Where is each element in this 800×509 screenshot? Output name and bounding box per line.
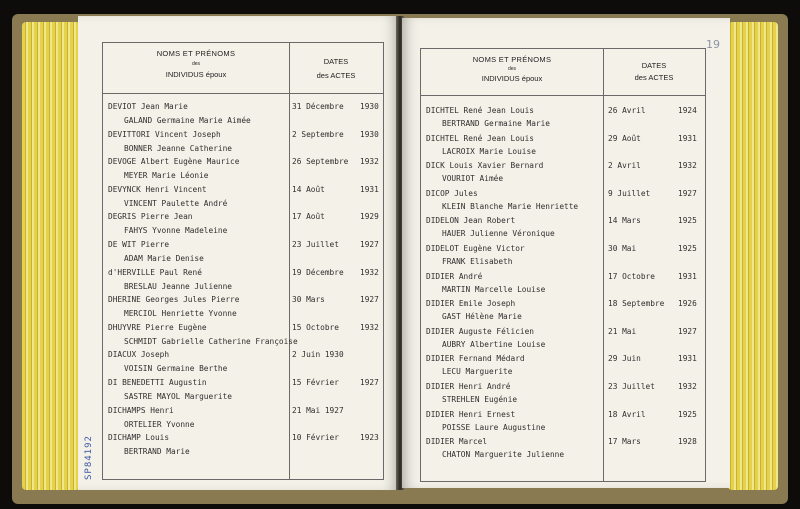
dates-header: DATES	[323, 57, 349, 66]
wife-name: HAUER Julienne Véronique	[442, 229, 555, 239]
act-year: 1930	[360, 129, 379, 139]
wife-name: BONNER Jeanne Catherine	[124, 143, 232, 153]
act-year: 1931	[678, 133, 697, 143]
husband-name: DICHTEL René Jean Louis	[426, 133, 534, 143]
wife-name: KLEIN Blanche Marie Henriette	[442, 201, 579, 211]
husband-name: DIDIER Fernand Médard	[426, 354, 525, 364]
dates-header: DATES	[641, 61, 667, 70]
husband-name: DIDIER Auguste Félicien	[426, 326, 534, 336]
husband-name: DEVOGE Albert Eugène Maurice	[108, 157, 240, 167]
archive-code: SP84192	[84, 435, 94, 480]
act-date: 14 Août	[292, 184, 325, 194]
wife-name: POISSE Laure Augustine	[442, 422, 546, 432]
husband-name: DIDELON Jean Robert	[426, 216, 516, 226]
act-year: 1928	[678, 437, 697, 447]
act-date: 21 Mai	[608, 326, 637, 336]
act-date: 15 Février	[292, 378, 339, 387]
names-header-des: des	[507, 66, 517, 72]
wife-name: MERCIOL Henriette Yvonne	[124, 309, 237, 319]
act-year: 1931	[678, 271, 697, 281]
act-date: 23 Juillet	[608, 382, 655, 391]
wife-name: ORTELIER Yvonne	[124, 419, 195, 429]
act-year: 1927	[360, 378, 379, 387]
act-year: 1926	[678, 299, 697, 309]
wife-name: LACROIX Marie Louise	[442, 146, 536, 156]
wife-name: SASTRE MAYOL Marguerite	[124, 392, 232, 401]
act-date: 9 Juillet	[608, 188, 651, 198]
act-date: 17 Octobre	[608, 271, 655, 281]
act-year: 1932	[360, 157, 379, 167]
names-subheader: INDIVIDUS époux	[165, 70, 227, 79]
names-subheader: INDIVIDUS époux	[481, 74, 543, 83]
act-date: 29 Août	[608, 133, 641, 143]
act-year: 1932	[360, 322, 379, 332]
names-header: NOMS ET PRÉNOMS	[156, 49, 236, 58]
act-date: 19 Décembre	[292, 267, 344, 277]
act-date: 18 Septembre	[608, 299, 665, 309]
act-date: 23 Juillet	[292, 240, 339, 249]
act-year: 1927	[360, 295, 379, 305]
wife-name: AUBRY Albertine Louise	[442, 339, 546, 349]
act-date: 15 Octobre	[292, 322, 339, 332]
husband-name: DICOP Jules	[426, 188, 478, 198]
act-date: 17 Août	[292, 212, 325, 222]
wife-name: MEYER Marie Léonie	[124, 171, 209, 181]
act-year: 1925	[678, 409, 697, 419]
act-date: 10 Février	[292, 433, 339, 443]
husband-name: DEVITTORI Vincent Joseph	[108, 129, 221, 139]
act-year: 1929	[360, 212, 379, 222]
act-date: 30 Mars	[292, 295, 325, 305]
act-year: 1932	[360, 267, 379, 277]
wife-name: BERTRAND Marie	[124, 447, 190, 457]
dates-subheader: des ACTES	[316, 71, 356, 80]
act-date: 30 Mai	[608, 244, 637, 253]
wife-name: ADAM Marie Denise	[124, 254, 204, 263]
act-date: 2 Septembre	[292, 129, 344, 139]
act-date: 26 Septembre	[292, 157, 349, 167]
act-year: 1932	[678, 161, 697, 171]
wife-name: GALAND Germaine Marie Aimée	[124, 116, 251, 125]
husband-name: DIDIER Emile Joseph	[426, 299, 516, 309]
husband-name: DEVIOT Jean Marie	[108, 102, 188, 111]
page-edges-right	[728, 22, 778, 490]
husband-name: DICHAMPS Henri	[108, 405, 174, 415]
act-year: 1927	[678, 188, 697, 198]
husband-name: DIDIER Henri Ernest	[426, 409, 516, 419]
act-year: 1927	[678, 326, 697, 336]
husband-name: DE WIT Pierre	[108, 240, 170, 249]
wife-name: VINCENT Paulette André	[124, 198, 228, 208]
wife-name: BERTRAND Germaine Marie	[442, 119, 550, 128]
wife-name: BRESLAU Jeanne Julienne	[124, 281, 232, 291]
wife-name: FAHYS Yvonne Madeleine	[124, 226, 228, 236]
husband-name: DICHAMP Louis	[108, 433, 170, 443]
act-year: 1925	[678, 244, 697, 253]
wife-name: GAST Hélène Marie	[442, 312, 522, 322]
husband-name: DIDIER André	[426, 271, 483, 281]
wife-name: CHATON Marguerite Julienne	[442, 450, 565, 460]
wife-name: LECU Marguerite	[442, 367, 513, 377]
husband-name: DIDIER Henri André	[426, 382, 511, 391]
dates-subheader: des ACTES	[634, 73, 674, 82]
husband-name: d'HERVILLE Paul René	[108, 267, 202, 277]
act-date: 18 Avril	[608, 409, 646, 419]
act-year: 1927	[360, 240, 379, 249]
act-date: 31 Décembre	[292, 102, 344, 111]
act-year: 1924	[678, 106, 697, 115]
act-date: 2 Juin 1930	[292, 350, 344, 360]
act-date: 26 Avril	[608, 106, 646, 115]
husband-name: DI BENEDETTI Augustin	[108, 378, 207, 387]
act-date: 17 Mars	[608, 437, 641, 447]
husband-name: DHERINE Georges Jules Pierre	[108, 295, 240, 305]
act-date: 29 Juin	[608, 354, 641, 364]
wife-name: STREHLEN Eugénie	[442, 395, 518, 404]
names-header: NOMS ET PRÉNOMS	[472, 55, 552, 64]
act-date: 14 Mars	[608, 216, 641, 226]
act-date: 2 Avril	[608, 161, 641, 171]
husband-name: DEVYNCK Henri Vincent	[108, 184, 207, 194]
husband-name: DICHTEL René Jean Louis	[426, 106, 534, 115]
husband-name: DEGRIS Pierre Jean	[108, 212, 193, 222]
wife-name: VOISIN Germaine Berthe	[124, 364, 228, 374]
wife-name: FRANK Elisabeth	[442, 257, 513, 266]
husband-name: DIDIER Marcel	[426, 437, 488, 447]
act-year: 1931	[360, 184, 379, 194]
act-year: 1925	[678, 216, 697, 226]
page-number: 19	[706, 38, 720, 51]
husband-name: DIACUX Joseph	[108, 350, 170, 360]
act-year: 1931	[678, 354, 697, 364]
left-page	[78, 16, 398, 490]
names-header-des: des	[191, 61, 201, 67]
husband-name: DIDELOT Eugène Victor	[426, 244, 525, 253]
page-edges-left	[22, 22, 80, 490]
act-date: 21 Mai 1927	[292, 405, 344, 415]
wife-name: MARTIN Marcelle Louise	[442, 284, 546, 294]
wife-name: SCHMIDT Gabrielle Catherine Françoise	[124, 336, 298, 346]
wife-name: VOURIOT Aimée	[442, 174, 504, 184]
husband-name: DHUYVRE Pierre Eugène	[108, 322, 207, 332]
right-page	[402, 18, 730, 488]
act-year: 1932	[678, 382, 697, 391]
act-year: 1923	[360, 433, 379, 443]
husband-name: DICK Louis Xavier Bernard	[426, 161, 544, 171]
act-year: 1930	[360, 102, 379, 111]
